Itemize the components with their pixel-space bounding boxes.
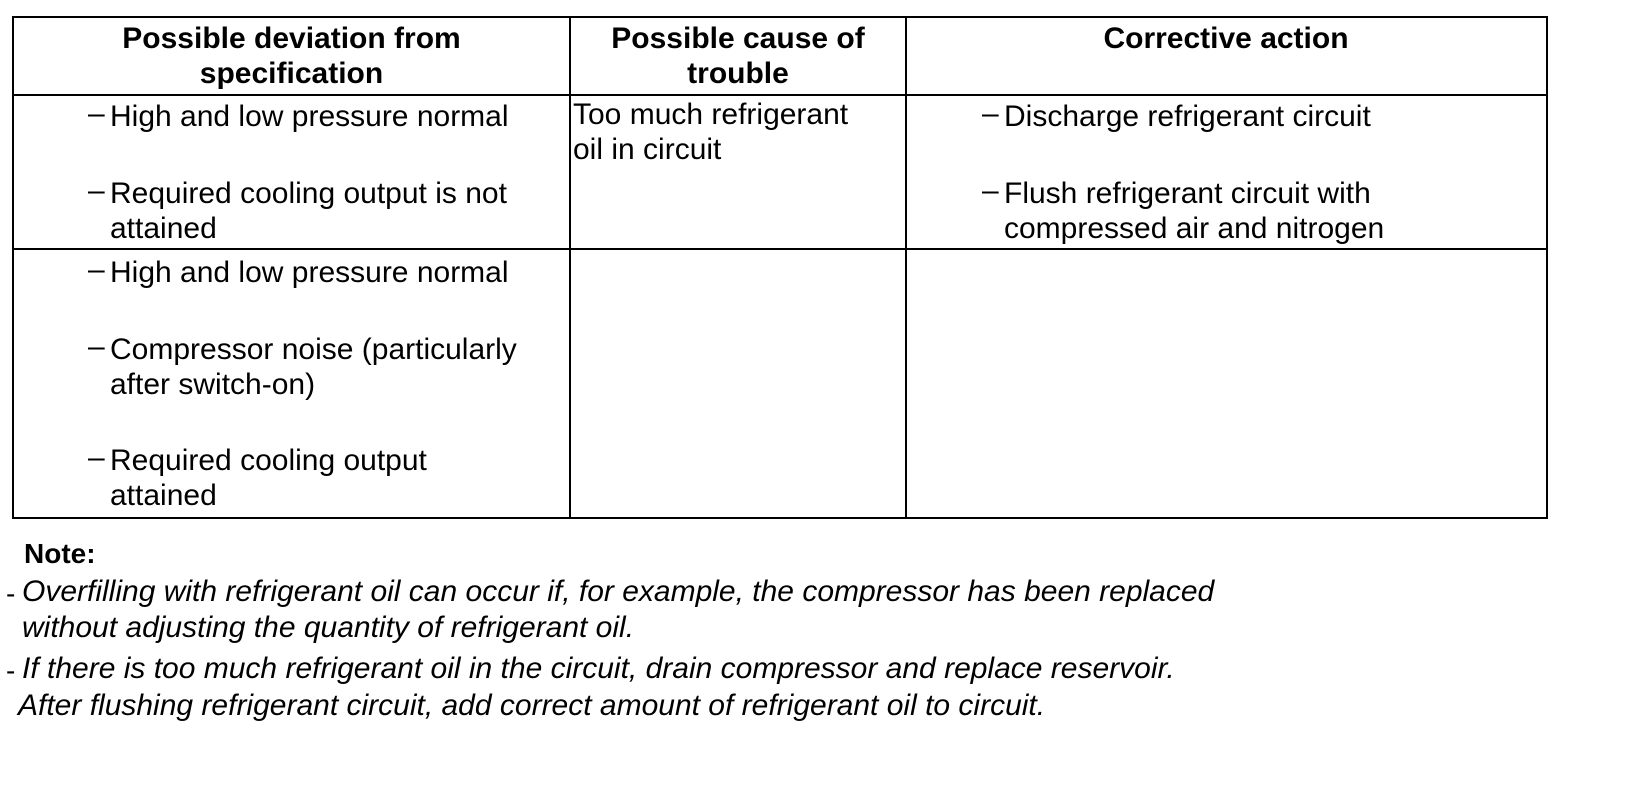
row1-cause [573,97,848,167]
bullet-dash: – [982,174,999,207]
row1-deviation-2-line-2: attained [110,212,217,245]
row1-deviation-1 [110,99,509,134]
note-item-2-line-2: After flushing refrigerant circuit, add correct amount of refrigerant oil to circuit. [18,689,1046,722]
row1-action-2-line-2: compressed air and nitrogen [1004,212,1385,245]
bullet-dash: – [88,330,105,363]
row1-deviation-2-line-1: Required cooling output is not [110,177,507,210]
header-cause-line-1: Possible cause of [611,22,865,55]
header-divider [14,94,1546,96]
note-item-2-line-1: If there is too much refrigerant oil in the circuit, drain compressor and replace reservoir. [22,652,1175,685]
note-bullet: - [6,655,16,686]
row2-deviation-2-line-1: Compressor noise (particularly [110,333,517,366]
bullet-dash: – [88,97,105,130]
header-action [906,21,1546,56]
note-bullet: - [6,578,16,609]
row1-cause-line-1: Too much refrigerant [573,98,849,131]
bullet-dash: – [982,97,999,130]
row1-action-2 [1004,176,1384,246]
header-deviation-line-2: specification [199,57,384,90]
header-deviation [14,21,569,91]
bullet-dash: – [88,174,105,207]
row-divider [14,248,1546,250]
row1-deviation-2 [110,176,507,246]
row2-deviation-1 [110,255,509,290]
row1-action-1 [1004,99,1371,134]
row2-deviation-1-line-1: High and low pressure normal [110,256,509,289]
note-item-1-line-1: Overfilling with refrigerant oil can occur if, for example, the compressor has been replaced [22,575,1215,608]
bullet-dash: – [88,253,105,286]
row1-action-1-line-1: Discharge refrigerant circuit [1004,100,1371,133]
header-deviation-line-1: Possible deviation from [122,22,461,55]
header-cause-line-2: trouble [687,57,789,90]
row1-cause-line-2: oil in circuit [573,133,722,166]
column-divider-2 [905,18,907,517]
row2-deviation-2 [110,332,517,402]
header-cause [570,21,906,91]
note-item-1-line-2: without adjusting the quantity of refrigerant oil. [22,611,635,644]
row1-deviation-1-line-1: High and low pressure normal [110,100,509,133]
row2-deviation-3-line-2: attained [110,479,217,512]
row2-deviation-2-line-2: after switch-on) [110,368,316,401]
row2-deviation-3-line-1: Required cooling output [110,444,427,477]
note-title: Note: [24,538,96,569]
row2-deviation-3 [110,443,427,513]
bullet-dash: – [88,441,105,474]
row1-action-2-line-1: Flush refrigerant circuit with [1004,177,1371,210]
header-action-label: Corrective action [1103,22,1349,55]
column-divider-1 [569,18,571,517]
